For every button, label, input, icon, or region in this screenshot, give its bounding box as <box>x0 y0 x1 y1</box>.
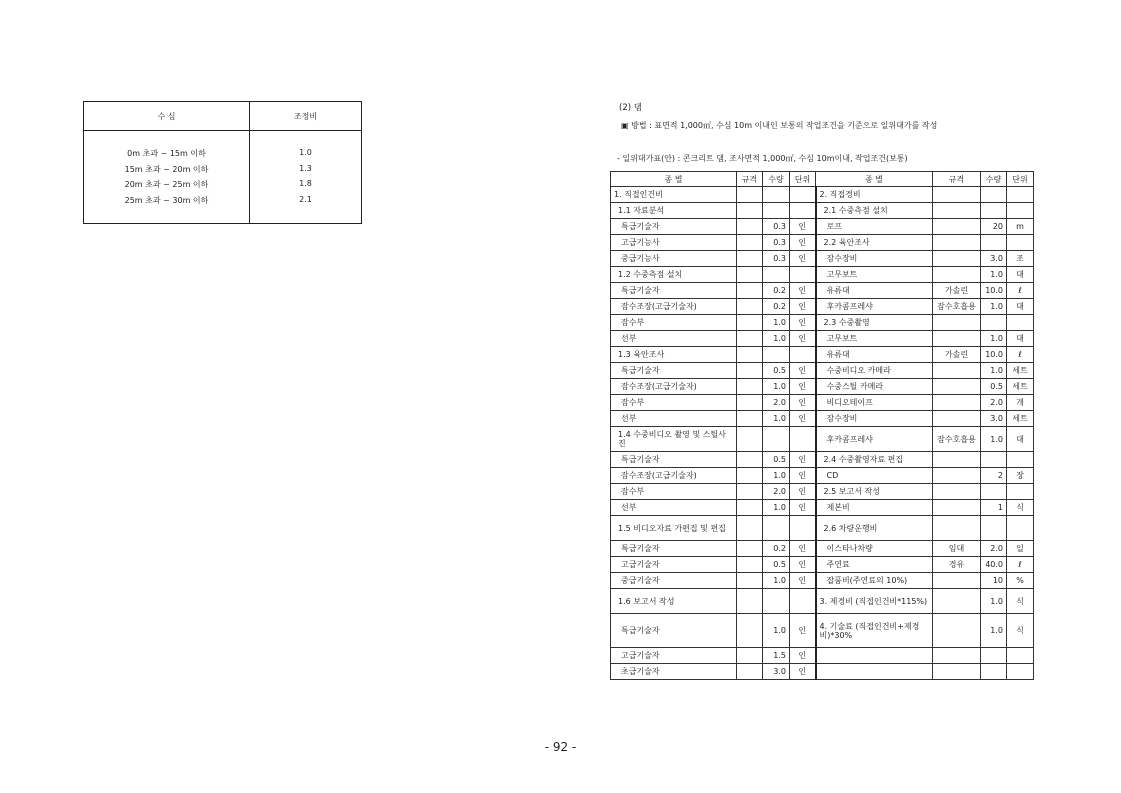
right-quantity-cell <box>981 664 1007 680</box>
right-category-cell: 유류대 <box>816 347 933 363</box>
left-unit-cell: 인 <box>790 468 816 484</box>
left-quantity-cell <box>763 427 790 452</box>
left-category-cell: 특급기술자 <box>611 363 737 379</box>
left-quantity-cell: 0.5 <box>763 452 790 468</box>
left-spec-cell <box>737 411 763 427</box>
right-spec-cell <box>933 315 981 331</box>
table-row <box>611 614 1034 648</box>
right-spec-cell <box>933 203 981 219</box>
right-spec-cell <box>933 219 981 235</box>
left-spec-cell <box>737 614 763 648</box>
table-row <box>611 452 1034 468</box>
right-quantity-cell: 1 <box>981 500 1007 516</box>
left-unit-cell: 인 <box>790 235 816 251</box>
header-unit: 단위 <box>1007 172 1034 187</box>
left-category-cell: 1.5 비디오자료 가편집 및 편집 <box>611 516 737 541</box>
left-unit-cell: 인 <box>790 541 816 557</box>
header-unit: 단위 <box>790 172 816 187</box>
header-qty: 수량 <box>763 172 790 187</box>
table-row <box>611 541 1034 557</box>
left-spec-cell <box>737 235 763 251</box>
left-quantity-cell: 1.0 <box>763 573 790 589</box>
left-quantity-cell: 1.0 <box>763 500 790 516</box>
right-quantity-cell: 10.0 <box>981 283 1007 299</box>
page-number: - 92 - <box>544 740 577 754</box>
right-spec-cell <box>933 589 981 614</box>
right-category-cell <box>816 648 933 664</box>
right-unit-cell: 장 <box>1007 468 1034 484</box>
right-category-cell: 비디오테이프 <box>816 395 933 411</box>
left-spec-cell <box>737 589 763 614</box>
left-spec-cell <box>737 283 763 299</box>
header-category: 종 별 <box>816 172 933 187</box>
right-category-cell: 이스타나차량 <box>816 541 933 557</box>
table-body <box>84 148 361 210</box>
left-spec-cell <box>737 516 763 541</box>
table-row <box>611 379 1034 395</box>
table-row <box>611 484 1034 500</box>
right-quantity-cell <box>981 315 1007 331</box>
depth-range: 15m 초과 ~ 20m 이하 <box>124 164 209 174</box>
right-spec-cell <box>933 379 981 395</box>
left-quantity-cell: 1.0 <box>763 411 790 427</box>
left-unit-cell: 인 <box>790 664 816 680</box>
left-quantity-cell: 0.3 <box>763 235 790 251</box>
unit-price-table <box>610 171 1034 680</box>
right-spec-cell <box>933 251 981 267</box>
left-category-cell: 1.2 수중측점 설치 <box>611 267 737 283</box>
right-quantity-cell: 2 <box>981 468 1007 484</box>
left-category-cell: 1.6 보고서 작성 <box>611 589 737 614</box>
left-category-cell: 고급기술자 <box>611 557 737 573</box>
left-category-cell: 잠수조장(고급기술자) <box>611 299 737 315</box>
right-unit-cell: 식 <box>1007 589 1034 614</box>
right-spec-cell <box>933 648 981 664</box>
right-quantity-cell: 1.0 <box>981 427 1007 452</box>
left-quantity-cell: 1.0 <box>763 614 790 648</box>
left-category-cell: 1. 직접인건비 <box>611 187 737 203</box>
right-category-cell: 2.1 수중측점 설치 <box>816 203 933 219</box>
table-row <box>611 347 1034 363</box>
depth-adjustment-table <box>83 101 362 224</box>
left-unit-cell <box>790 427 816 452</box>
left-unit-cell: 인 <box>790 315 816 331</box>
table-row <box>611 251 1034 267</box>
left-quantity-cell: 0.5 <box>763 557 790 573</box>
right-unit-cell: 일 <box>1007 541 1034 557</box>
right-category-cell: 고무보트 <box>816 267 933 283</box>
left-spec-cell <box>737 395 763 411</box>
right-category-cell: 주연료 <box>816 557 933 573</box>
right-spec-cell <box>933 664 981 680</box>
right-spec-cell <box>933 235 981 251</box>
header-spec: 규격 <box>737 172 763 187</box>
left-quantity-cell: 2.0 <box>763 395 790 411</box>
left-category-cell: 고급기능사 <box>611 235 737 251</box>
right-quantity-cell <box>981 203 1007 219</box>
right-unit-cell: ℓ <box>1007 557 1034 573</box>
right-spec-cell <box>933 468 981 484</box>
right-spec-cell <box>933 187 981 203</box>
right-unit-cell: 대 <box>1007 331 1034 347</box>
right-spec-cell <box>933 500 981 516</box>
right-spec-cell <box>933 516 981 541</box>
table-row <box>611 557 1034 573</box>
table-row <box>611 573 1034 589</box>
right-unit-cell: 식 <box>1007 500 1034 516</box>
right-spec-cell <box>933 452 981 468</box>
left-spec-cell <box>737 347 763 363</box>
left-unit-cell: 인 <box>790 557 816 573</box>
right-spec-cell <box>933 363 981 379</box>
left-spec-cell <box>737 664 763 680</box>
left-unit-cell: 인 <box>790 283 816 299</box>
left-spec-cell <box>737 251 763 267</box>
table-row <box>611 219 1034 235</box>
depth-range: 0m 초과 ~ 15m 이하 <box>127 149 206 158</box>
left-quantity-cell: 1.0 <box>763 468 790 484</box>
left-quantity-cell: 1.0 <box>763 315 790 331</box>
table-row <box>611 363 1034 379</box>
left-category-cell: 잠수부 <box>611 395 737 411</box>
table-row <box>611 203 1034 219</box>
right-category-cell <box>816 664 933 680</box>
left-quantity-cell <box>763 267 790 283</box>
left-spec-cell <box>737 219 763 235</box>
right-quantity-cell: 0.5 <box>981 379 1007 395</box>
table-caption: - 일위대가표(안) : 콘크리트 댐, 조사면적 1,000㎡, 수심 10m이내, 작업조건(보통) <box>617 154 908 163</box>
left-unit-cell: 인 <box>790 379 816 395</box>
right-quantity-cell: 3.0 <box>981 251 1007 267</box>
right-category-cell: 제본비 <box>816 500 933 516</box>
right-unit-cell <box>1007 203 1034 219</box>
left-quantity-cell <box>763 347 790 363</box>
right-unit-cell: 세트 <box>1007 411 1034 427</box>
left-quantity-cell: 0.5 <box>763 363 790 379</box>
left-quantity-cell: 3.0 <box>763 664 790 680</box>
header-qty: 수량 <box>981 172 1007 187</box>
table-header-row <box>611 172 1034 187</box>
left-spec-cell <box>737 331 763 347</box>
right-quantity-cell: 1.0 <box>981 589 1007 614</box>
right-quantity-cell <box>981 648 1007 664</box>
right-unit-cell <box>1007 187 1034 203</box>
left-category-cell: 특급기술자 <box>611 219 737 235</box>
right-unit-cell: 조 <box>1007 251 1034 267</box>
header-depth: 수 심 <box>157 112 176 121</box>
left-category-cell: 고급기술자 <box>611 648 737 664</box>
left-spec-cell <box>737 299 763 315</box>
right-quantity-cell: 2.0 <box>981 541 1007 557</box>
left-category-cell: 잠수조장(고급기술자) <box>611 468 737 484</box>
right-quantity-cell: 1.0 <box>981 614 1007 648</box>
table-row <box>611 468 1034 484</box>
right-category-cell: 3. 제경비 (직접인건비*115%) <box>816 589 933 614</box>
right-quantity-cell: 1.0 <box>981 299 1007 315</box>
right-quantity-cell <box>981 516 1007 541</box>
left-quantity-cell: 2.0 <box>763 484 790 500</box>
left-spec-cell <box>737 541 763 557</box>
table-row <box>611 235 1034 251</box>
table-row <box>611 283 1034 299</box>
left-quantity-cell: 0.2 <box>763 299 790 315</box>
right-spec-cell: 잠수호흡용 <box>933 427 981 452</box>
right-unit-cell <box>1007 664 1034 680</box>
table-row <box>611 299 1034 315</box>
left-spec-cell <box>737 203 763 219</box>
left-category-cell: 선부 <box>611 331 737 347</box>
adjustment-ratio: 1.3 <box>299 163 312 173</box>
right-unit-cell: 대 <box>1007 299 1034 315</box>
right-category-cell: 로프 <box>816 219 933 235</box>
left-unit-cell: 인 <box>790 331 816 347</box>
left-spec-cell <box>737 427 763 452</box>
right-spec-cell: 임대 <box>933 541 981 557</box>
right-unit-cell <box>1007 452 1034 468</box>
right-unit-cell: 개 <box>1007 395 1034 411</box>
right-unit-cell: 식 <box>1007 614 1034 648</box>
left-category-cell: 특급기술자 <box>611 283 737 299</box>
left-spec-cell <box>737 267 763 283</box>
header-spec: 규격 <box>933 172 981 187</box>
left-category-cell: 잠수부 <box>611 484 737 500</box>
right-unit-cell: m <box>1007 219 1034 235</box>
table-row <box>611 411 1034 427</box>
right-quantity-cell <box>981 484 1007 500</box>
right-category-cell: 수중스틸 카메라 <box>816 379 933 395</box>
depth-range: 25m 초과 ~ 30m 이하 <box>124 195 209 205</box>
right-quantity-cell: 1.0 <box>981 331 1007 347</box>
left-quantity-cell: 0.2 <box>763 283 790 299</box>
right-spec-cell <box>933 484 981 500</box>
right-unit-cell: ℓ <box>1007 347 1034 363</box>
left-unit-cell: 인 <box>790 251 816 267</box>
left-quantity-cell <box>763 516 790 541</box>
left-spec-cell <box>737 557 763 573</box>
left-unit-cell: 인 <box>790 299 816 315</box>
right-spec-cell: 잠수호흡용 <box>933 299 981 315</box>
left-unit-cell: 인 <box>790 452 816 468</box>
left-spec-cell <box>737 315 763 331</box>
left-quantity-cell: 0.2 <box>763 541 790 557</box>
left-spec-cell <box>737 452 763 468</box>
left-spec-cell <box>737 573 763 589</box>
right-spec-cell: 가솔린 <box>933 347 981 363</box>
left-unit-cell: 인 <box>790 573 816 589</box>
table-row <box>611 516 1034 541</box>
left-category-cell: 잠수부 <box>611 315 737 331</box>
left-category-cell: 중급기술자 <box>611 573 737 589</box>
table-header <box>84 102 361 131</box>
left-unit-cell <box>790 347 816 363</box>
left-category-cell: 중급기능사 <box>611 251 737 267</box>
left-spec-cell <box>737 484 763 500</box>
right-quantity-cell: 10 <box>981 573 1007 589</box>
right-unit-cell <box>1007 315 1034 331</box>
right-unit-cell: 대 <box>1007 267 1034 283</box>
right-quantity-cell: 3.0 <box>981 411 1007 427</box>
right-category-cell: 2.6 차량운행비 <box>816 516 933 541</box>
left-unit-cell: 인 <box>790 363 816 379</box>
right-category-cell: CD <box>816 468 933 484</box>
left-spec-cell <box>737 648 763 664</box>
left-category-cell: 1.4 수중비디오 촬영 및 스틸사진 <box>611 427 737 452</box>
right-category-cell: 2.2 육안조사 <box>816 235 933 251</box>
left-unit-cell: 인 <box>790 614 816 648</box>
header-ratio: 조정비 <box>293 112 318 121</box>
table-row <box>611 395 1034 411</box>
left-spec-cell <box>737 500 763 516</box>
left-quantity-cell: 1.5 <box>763 648 790 664</box>
table-row <box>84 164 361 180</box>
left-category-cell: 1.1 자료분석 <box>611 203 737 219</box>
right-quantity-cell: 1.0 <box>981 363 1007 379</box>
table-row <box>611 589 1034 614</box>
right-spec-cell <box>933 614 981 648</box>
left-unit-cell <box>790 516 816 541</box>
table-row <box>611 331 1034 347</box>
left-category-cell: 잠수조장(고급기술자) <box>611 379 737 395</box>
right-category-cell: 2.3 수중촬영 <box>816 315 933 331</box>
right-unit-cell: 세트 <box>1007 379 1034 395</box>
table-row <box>84 195 361 211</box>
adjustment-ratio: 2.1 <box>299 194 312 204</box>
right-spec-cell <box>933 395 981 411</box>
right-unit-cell <box>1007 516 1034 541</box>
left-category-cell: 특급기술자 <box>611 452 737 468</box>
table-row <box>611 664 1034 680</box>
left-category-cell: 초급기술자 <box>611 664 737 680</box>
table-row <box>84 179 361 195</box>
left-spec-cell <box>737 187 763 203</box>
table-row <box>611 187 1034 203</box>
right-category-cell: 수중비디오 카메라 <box>816 363 933 379</box>
right-category-cell: 잠수장비 <box>816 411 933 427</box>
right-spec-cell <box>933 411 981 427</box>
left-category-cell: 선부 <box>611 411 737 427</box>
left-quantity-cell <box>763 203 790 219</box>
right-category-cell: 잠수장비 <box>816 251 933 267</box>
right-category-cell: 4. 기술료 (직접인건비+제경비)*30% <box>816 614 933 648</box>
right-unit-cell <box>1007 484 1034 500</box>
left-unit-cell <box>790 589 816 614</box>
right-unit-cell <box>1007 648 1034 664</box>
left-unit-cell: 인 <box>790 648 816 664</box>
right-spec-cell <box>933 267 981 283</box>
left-unit-cell: 인 <box>790 219 816 235</box>
right-unit-cell: 세트 <box>1007 363 1034 379</box>
left-unit-cell <box>790 267 816 283</box>
right-category-cell: 후카콤프레샤 <box>816 427 933 452</box>
adjustment-ratio: 1.0 <box>299 148 312 157</box>
left-category-cell: 특급기술자 <box>611 614 737 648</box>
right-quantity-cell: 1.0 <box>981 267 1007 283</box>
left-category-cell: 특급기술자 <box>611 541 737 557</box>
right-spec-cell <box>933 331 981 347</box>
right-category-cell: 고무보트 <box>816 331 933 347</box>
right-category-cell: 유류대 <box>816 283 933 299</box>
left-quantity-cell <box>763 187 790 203</box>
left-unit-cell <box>790 187 816 203</box>
right-quantity-cell: 10.0 <box>981 347 1007 363</box>
left-unit-cell: 인 <box>790 500 816 516</box>
adjustment-ratio: 1.8 <box>299 179 312 188</box>
right-category-cell: 2.4 수중촬영자료 편집 <box>816 452 933 468</box>
left-quantity-cell: 1.0 <box>763 379 790 395</box>
right-spec-cell: 경유 <box>933 557 981 573</box>
right-spec-cell <box>933 573 981 589</box>
right-category-cell: 후카콤프레샤 <box>816 299 933 315</box>
depth-range: 20m 초과 ~ 25m 이하 <box>124 180 209 189</box>
left-quantity-cell: 0.3 <box>763 251 790 267</box>
table-row <box>611 648 1034 664</box>
left-quantity-cell: 1.0 <box>763 331 790 347</box>
right-quantity-cell <box>981 187 1007 203</box>
right-quantity-cell: 20 <box>981 219 1007 235</box>
section-title: (2) 댐 <box>619 103 642 113</box>
right-quantity-cell: 40.0 <box>981 557 1007 573</box>
left-unit-cell: 인 <box>790 484 816 500</box>
left-spec-cell <box>737 363 763 379</box>
left-category-cell: 1.3 육안조사 <box>611 347 737 363</box>
right-category-cell: 2.5 보고서 작성 <box>816 484 933 500</box>
left-spec-cell <box>737 379 763 395</box>
left-quantity-cell: 0.3 <box>763 219 790 235</box>
right-category-cell: 2. 직접경비 <box>816 187 933 203</box>
left-unit-cell <box>790 203 816 219</box>
left-category-cell: 선부 <box>611 500 737 516</box>
right-unit-cell <box>1007 235 1034 251</box>
right-unit-cell: % <box>1007 573 1034 589</box>
left-unit-cell: 인 <box>790 395 816 411</box>
left-unit-cell: 인 <box>790 411 816 427</box>
right-unit-cell: ℓ <box>1007 283 1034 299</box>
right-category-cell: 잡품비(주연료의 10%) <box>816 573 933 589</box>
left-quantity-cell <box>763 589 790 614</box>
right-quantity-cell: 2.0 <box>981 395 1007 411</box>
right-unit-cell: 대 <box>1007 427 1034 452</box>
right-quantity-cell <box>981 452 1007 468</box>
table-row <box>611 427 1034 452</box>
right-quantity-cell <box>981 235 1007 251</box>
table-row <box>611 267 1034 283</box>
method-text: ▣ 방법 : 표면적 1,000㎡, 수심 10m 이내인 보통의 작업조건을 기준으로 일위대가를 작성 <box>621 121 938 130</box>
right-spec-cell: 가솔린 <box>933 283 981 299</box>
table-row <box>84 148 361 164</box>
left-spec-cell <box>737 468 763 484</box>
table-row <box>611 500 1034 516</box>
header-category: 종 별 <box>611 172 737 187</box>
table-row <box>611 315 1034 331</box>
